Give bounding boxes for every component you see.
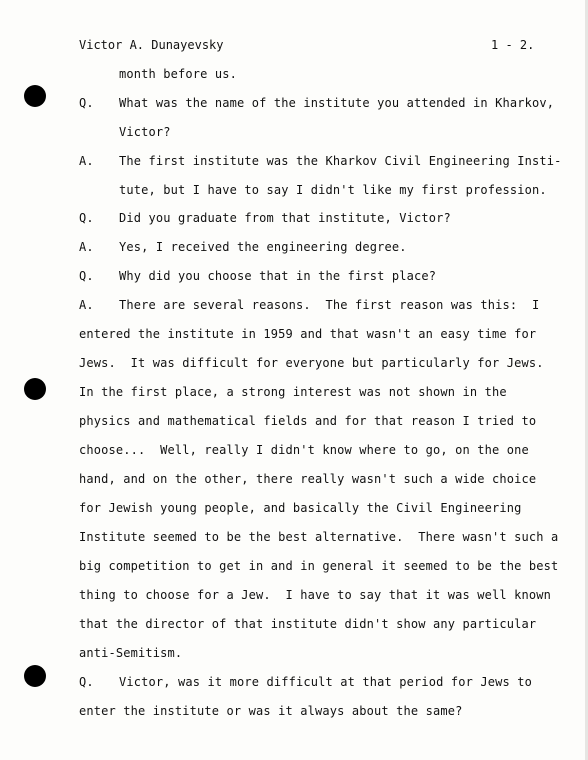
- transcript-line: [79, 385, 507, 399]
- line-text: thing to choose for a Jew. I have to say that it was well known: [79, 588, 551, 602]
- transcript-line: [79, 675, 532, 689]
- transcript-line: [79, 154, 561, 168]
- transcript-line: [79, 269, 436, 283]
- punch-hole-bottom: [24, 665, 46, 687]
- punch-hole-middle: [24, 378, 46, 400]
- transcript-line: [79, 183, 547, 197]
- transcript-line: [79, 617, 536, 631]
- line-text: Did you graduate from that institute, Victor?: [119, 211, 451, 225]
- transcript-line: [79, 646, 182, 660]
- line-text: In the first place, a strong interest was not shown in the: [79, 385, 507, 399]
- transcript-line: [79, 559, 558, 573]
- line-text: entered the institute in 1959 and that wasn't an easy time for: [79, 327, 537, 341]
- transcript-line: [79, 472, 536, 486]
- line-text: choose... Well, really I didn't know where to go, on the one: [79, 443, 529, 457]
- speaker-label: A.: [79, 240, 94, 254]
- transcript-line: [79, 530, 558, 544]
- transcript-line: [79, 125, 171, 139]
- transcript-line: [79, 414, 536, 428]
- speaker-label: Q.: [79, 211, 94, 225]
- transcript-line: [79, 67, 237, 81]
- line-text: tute, but I have to say I didn't like my first profession.: [119, 183, 547, 197]
- line-text: for Jewish young people, and basically the Civil Engineering: [79, 501, 522, 515]
- line-text: physics and mathematical fields and for that reason I tried to: [79, 414, 537, 428]
- transcript-line: [79, 327, 536, 341]
- transcript-line: [79, 356, 544, 370]
- line-text: Institute seemed to be the best alternative. There wasn't such a: [79, 530, 559, 544]
- line-text: Victor?: [119, 125, 171, 139]
- transcript-line: [79, 443, 529, 457]
- line-text: hand, and on the other, there really wasn't such a wide choice: [79, 472, 537, 486]
- line-text: The first institute was the Kharkov Civil Engineering Insti-: [119, 154, 562, 168]
- line-text: Victor, was it more difficult at that period for Jews to: [119, 675, 532, 689]
- transcript-line: [79, 704, 462, 718]
- line-text: big competition to get in and in general it seemed to be the best: [79, 559, 559, 573]
- transcript-line: [79, 501, 521, 515]
- speaker-label: Q.: [79, 675, 94, 689]
- transcript-line: [79, 96, 554, 110]
- line-text: enter the institute or was it always about the same?: [79, 704, 463, 718]
- speaker-label: A.: [79, 154, 94, 168]
- line-text: anti-Semitism.: [79, 646, 183, 660]
- speaker-label: Q.: [79, 96, 94, 110]
- speaker-label: Q.: [79, 269, 94, 283]
- line-text: Yes, I received the engineering degree.: [119, 240, 407, 254]
- page-number: 1 - 2.: [491, 38, 535, 52]
- line-text: Jews. It was difficult for everyone but particularly for Jews.: [79, 356, 544, 370]
- speaker-name-header: Victor A. Dunayevsky: [79, 38, 224, 52]
- transcript-line: [79, 588, 551, 602]
- punch-hole-top: [24, 85, 46, 107]
- speaker-label: A.: [79, 298, 94, 312]
- line-text: month before us.: [119, 67, 237, 81]
- line-text: What was the name of the institute you attended in Kharkov,: [119, 96, 555, 110]
- line-text: Why did you choose that in the first place?: [119, 269, 437, 283]
- transcript-line: [79, 240, 407, 254]
- transcript-line: [79, 298, 539, 312]
- line-text: that the director of that institute didn't show any particular: [79, 617, 537, 631]
- line-text: There are several reasons. The first reason was this: I: [119, 298, 540, 312]
- transcript-line: [79, 211, 451, 225]
